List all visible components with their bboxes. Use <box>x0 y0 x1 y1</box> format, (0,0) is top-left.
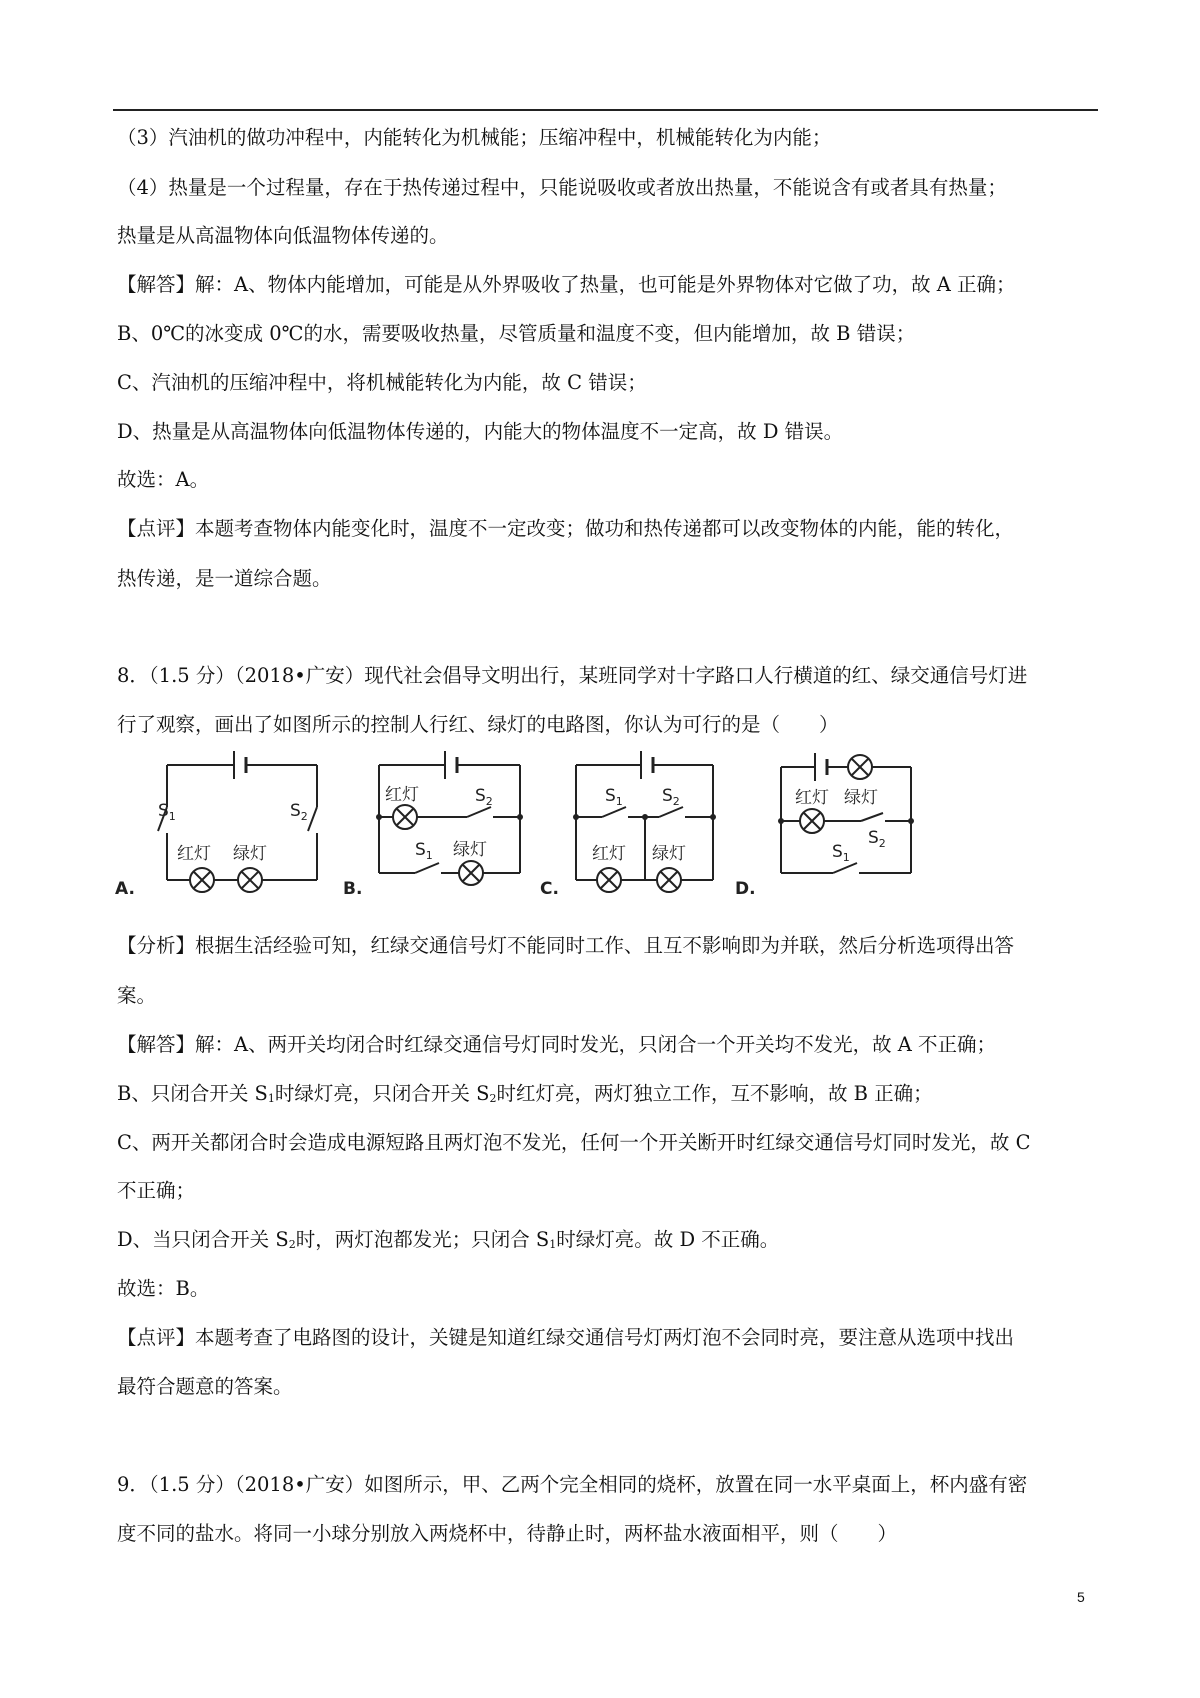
switch-label: $S_2$ <box>475 786 493 808</box>
text-line: （3）汽油机的做功冲程中，内能转化为机械能；压缩冲程中，机械能转化为内能； <box>117 126 832 149</box>
text-line: 故选：B。 <box>117 1277 210 1300</box>
text-line: 【分析】根据生活经验可知，红绿交通信号灯不能同时工作、且互不影响即为并联，然后分析选项得出答 <box>117 934 1015 957</box>
text-line: B、只闭合开关 $S_1$时绿灯亮，只闭合开关 $S_2$时红灯亮，两灯独立工作，互不影响，故 B 正确； <box>117 1082 933 1105</box>
green-lamp-label: 绿灯 <box>652 844 686 864</box>
red-lamp-label: 红灯 <box>592 844 626 864</box>
text-line: 故选：A。 <box>117 468 210 491</box>
green-lamp-label: 绿灯 <box>844 788 878 808</box>
switch-label: $S_2$ <box>868 828 886 850</box>
red-lamp-label: 红灯 <box>795 788 829 808</box>
question-9-line: 度不同的盐水。将同一小球分别放入两烧杯中，待静止时，两杯盐水液面相平，则（ ） <box>117 1522 898 1545</box>
text-line: B、0℃的冰变成 0℃的水，需要吸收热量，尽管质量和温度不变，但内能增加，故 B 错误； <box>117 322 916 345</box>
switch-label: $S_2$ <box>662 786 680 808</box>
text-line: 最符合题意的答案。 <box>117 1375 293 1398</box>
text-line: C、汽油机的压缩冲程中，将机械能转化为内能，故 C 错误； <box>117 371 647 394</box>
text-line: 案。 <box>117 984 157 1007</box>
text-line: 热传递，是一道综合题。 <box>117 567 332 590</box>
question-8-line: 行了观察，画出了如图所示的控制人行红、绿灯的电路图，你认为可行的是（ ） <box>117 713 839 736</box>
option-label: A. <box>115 879 135 899</box>
red-lamp-label: 红灯 <box>177 844 211 864</box>
text-line: 不正确； <box>117 1179 196 1202</box>
green-lamp-label: 绿灯 <box>233 844 267 864</box>
switch-label: $S_2$ <box>290 801 308 823</box>
text-line: 【解答】解：A、两开关均闭合时红绿交通信号灯同时发光，只闭合一个开关均不发光，故 A 不正确； <box>117 1033 997 1056</box>
page-number: 5 <box>1077 1589 1085 1605</box>
switch-label: $S_1$ <box>158 801 176 823</box>
red-lamp-label: 红灯 <box>385 785 419 805</box>
switch-label: $S_1$ <box>832 842 850 864</box>
text-line: 热量是从高温物体向低温物体传递的。 <box>117 224 449 247</box>
text-line: （4）热量是一个过程量，存在于热传递过程中，只能说吸收或者放出热量，不能说含有或者具有热量； <box>117 176 1007 199</box>
circuit-c <box>576 751 713 892</box>
header-rule <box>113 109 1098 111</box>
switch-label: $S_1$ <box>605 786 623 808</box>
text-line: 【点评】本题考查了电路图的设计，关键是知道红绿交通信号灯两灯泡不会同时亮，要注意从选项中找出 <box>117 1326 1015 1349</box>
switch-label: $S_1$ <box>415 840 433 862</box>
option-label: C. <box>540 879 559 899</box>
text-line: C、两开关都闭合时会造成电源短路且两灯泡不发光，任何一个开关断开时红绿交通信号灯同时发光，故 C <box>117 1131 1031 1154</box>
option-label: B. <box>343 879 363 899</box>
circuit-figure <box>115 745 1015 905</box>
green-lamp-label: 绿灯 <box>453 840 487 860</box>
text-line: 【解答】解：A、物体内能增加，可能是从外界吸收了热量，也可能是外界物体对它做了功，故 A 正确； <box>117 273 1016 296</box>
text-line: D、当只闭合开关 $S_2$时，两灯泡都发光；只闭合 $S_1$时绿灯亮。故 D 不正确。 <box>117 1228 780 1251</box>
text-line: 【点评】本题考查物体内能变化时，温度不一定改变；做功和热传递都可以改变物体的内能，能的转化， <box>117 517 1015 540</box>
circuit-b <box>379 751 520 885</box>
option-label: D. <box>735 879 756 899</box>
text-line: D、热量是从高温物体向低温物体传递的，内能大的物体温度不一定高，故 D 错误。 <box>117 420 844 443</box>
question-8-line: 8．（1.5 分）（2018•广安）现代社会倡导文明出行，某班同学对十字路口人行横道的红、绿交通信号灯进 <box>117 664 1028 687</box>
circuit-a <box>158 751 317 892</box>
question-9-line: 9．（1.5 分）（2018•广安）如图所示，甲、乙两个完全相同的烧杯，放置在同一水平桌面上，杯内盛有密 <box>117 1473 1028 1496</box>
